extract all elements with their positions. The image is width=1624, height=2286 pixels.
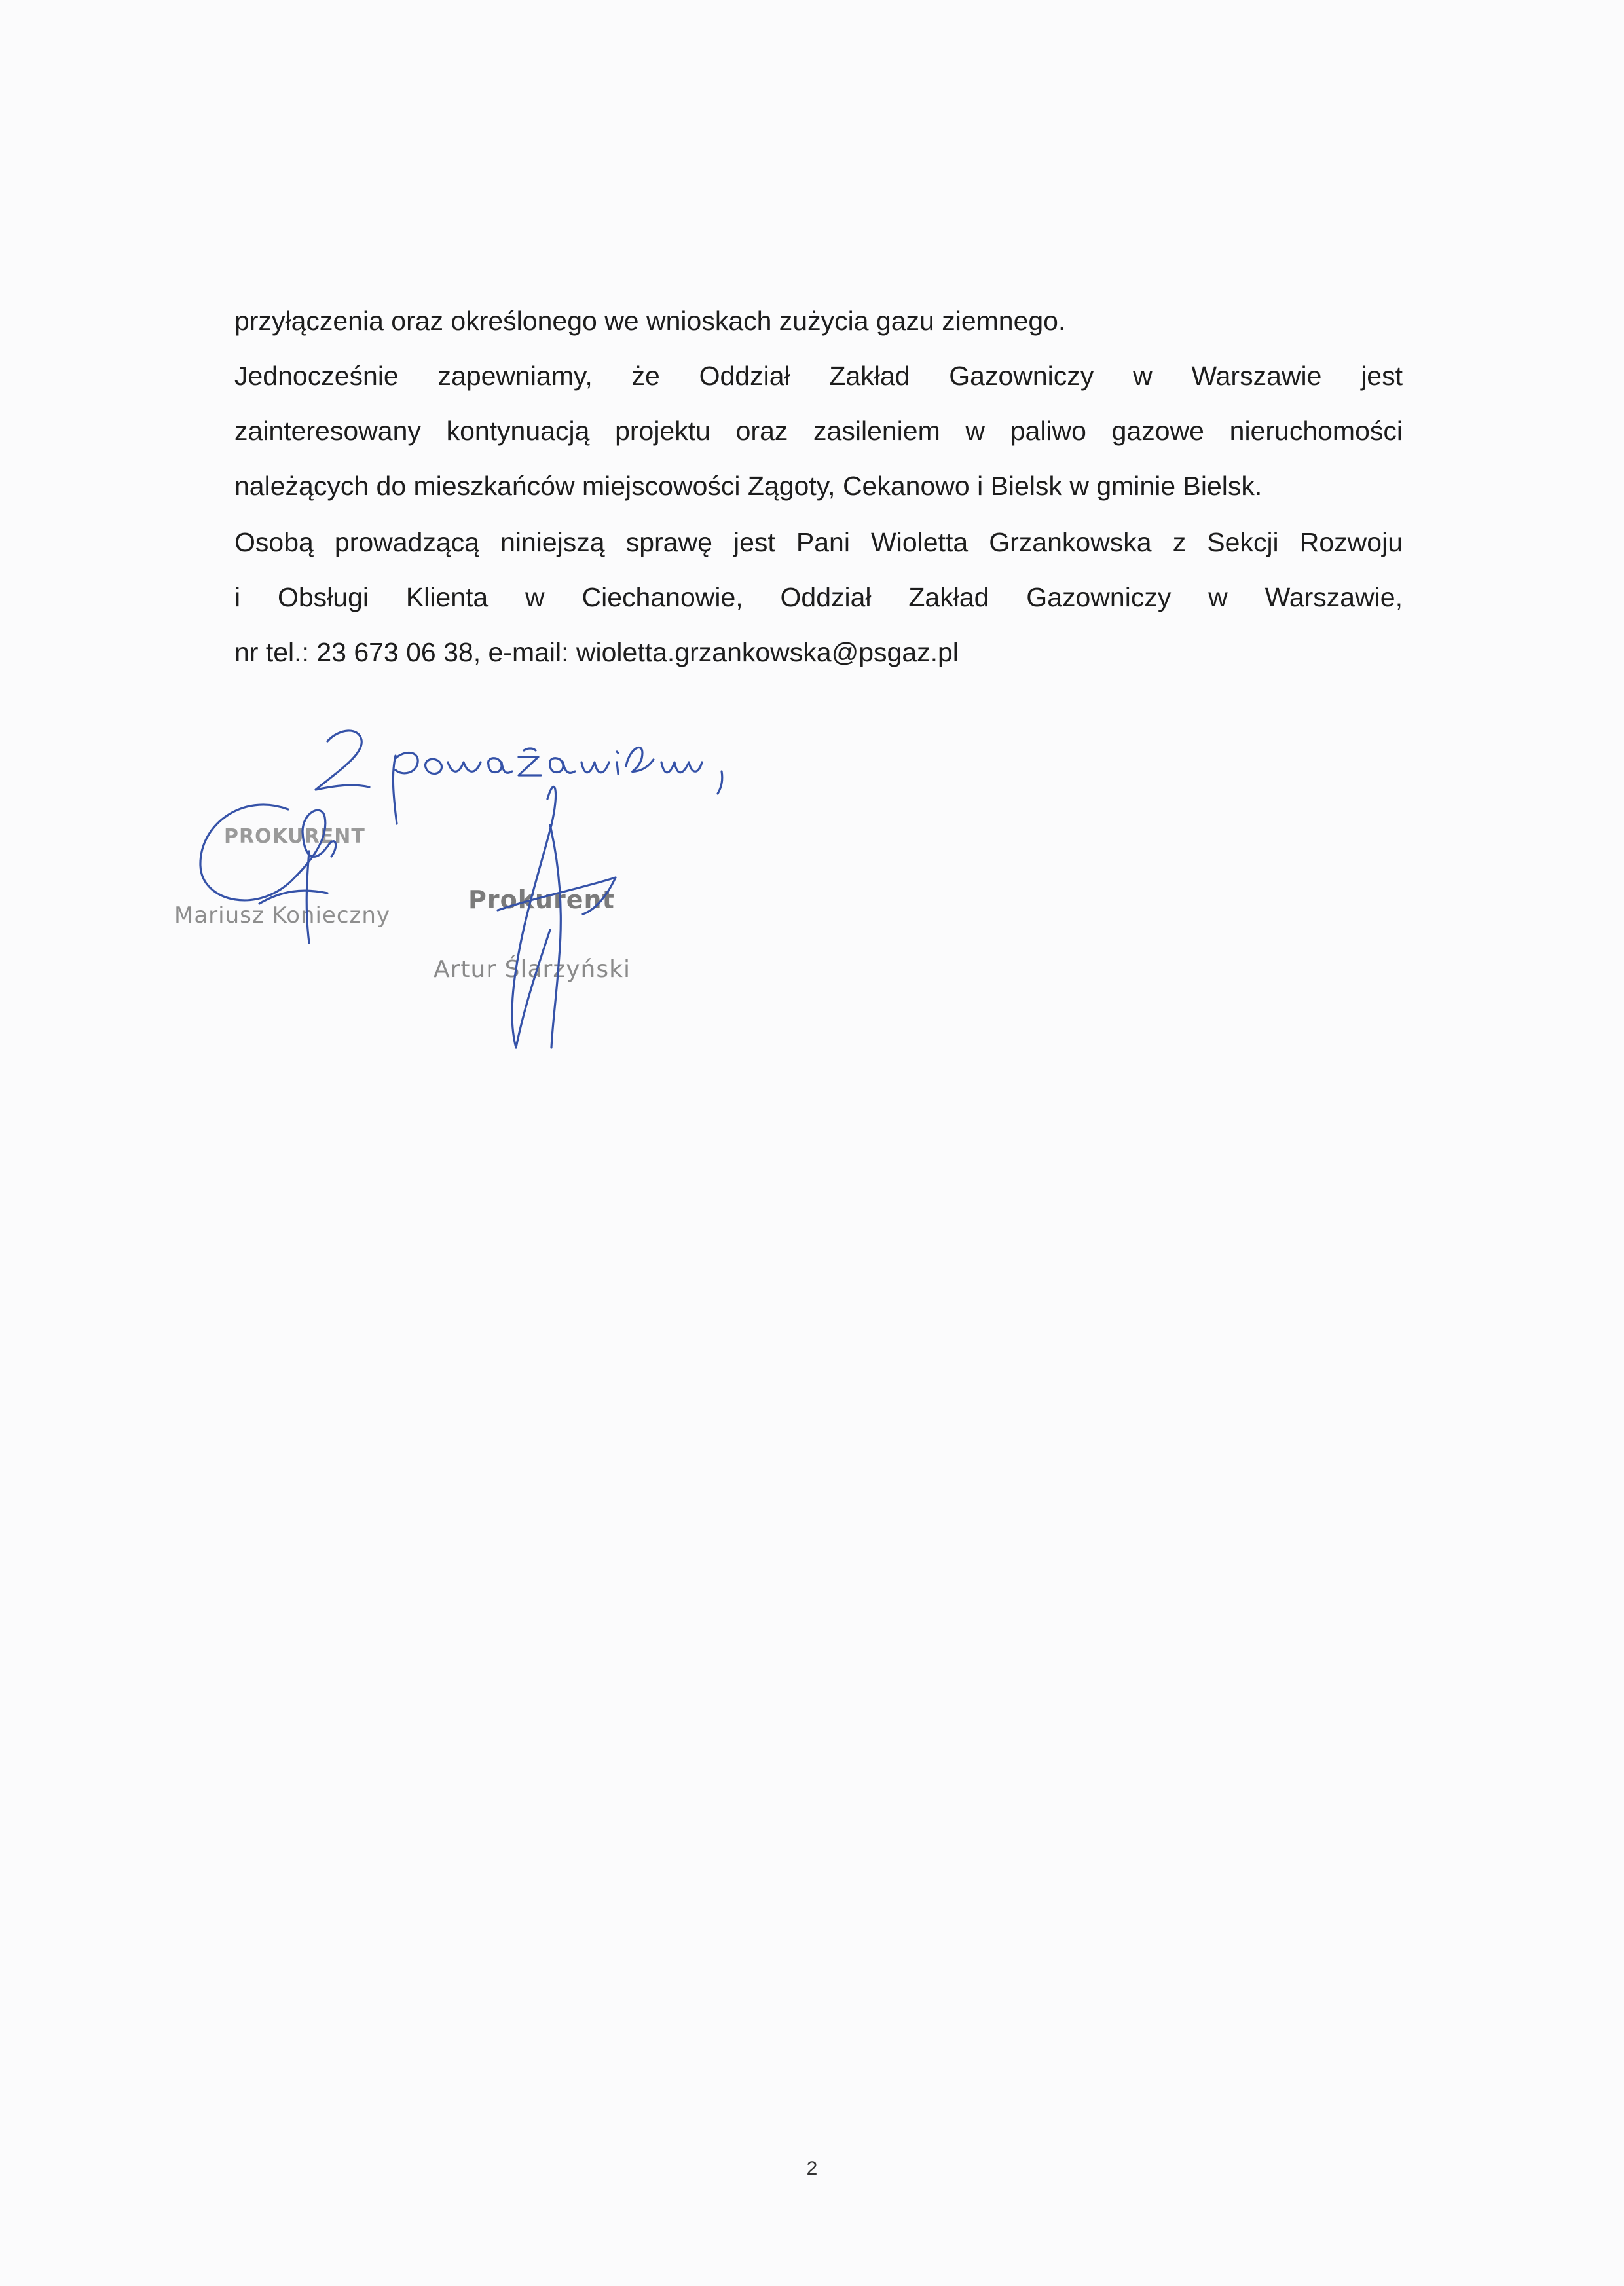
stamp-name-2: Artur Ślarzyński [434, 956, 631, 983]
stamp-title-2: Prokurent [468, 885, 615, 914]
text-line: Jednocześnie zapewniamy, że Oddział Zakład Gazowniczy w Warszawie jest [234, 361, 1403, 391]
text-line: przyłączenia oraz określonego we wnioskach zużycia gazu ziemnego. [234, 306, 1066, 336]
text-line: Osobą prowadzącą niniejszą sprawę jest Pani Wioletta Grzankowska z Sekcji Rozwoju [234, 527, 1403, 557]
signature-block [131, 694, 851, 1087]
handwritten-closing [316, 731, 722, 824]
text-line: zainteresowany kontynuacją projektu oraz zasileniem w paliwo gazowe nieruchomości [234, 416, 1403, 446]
signature-2 [498, 786, 616, 1048]
paragraph-2 [234, 515, 1403, 680]
handwritten-signatures [131, 694, 851, 1087]
text-line: należących do mieszkańców miejscowości Zągoty, Cekanowo i Bielsk w gminie Bielsk. [234, 471, 1263, 501]
text-line: i Obsługi Klienta w Ciechanowie, Oddział Zakład Gazowniczy w Warszawie, [234, 582, 1403, 612]
text-line: nr tel.: 23 673 06 38, e-mail: wioletta.grzankowska@psgaz.pl [234, 637, 959, 667]
signature-1 [200, 805, 336, 943]
letter-body [234, 293, 1403, 680]
page-number: 2 [806, 2158, 818, 2179]
stamp-name-1: Mariusz Konieczny [174, 902, 391, 929]
stamp-title-1: PROKURENT [224, 825, 365, 848]
paragraph-1 [234, 293, 1403, 513]
